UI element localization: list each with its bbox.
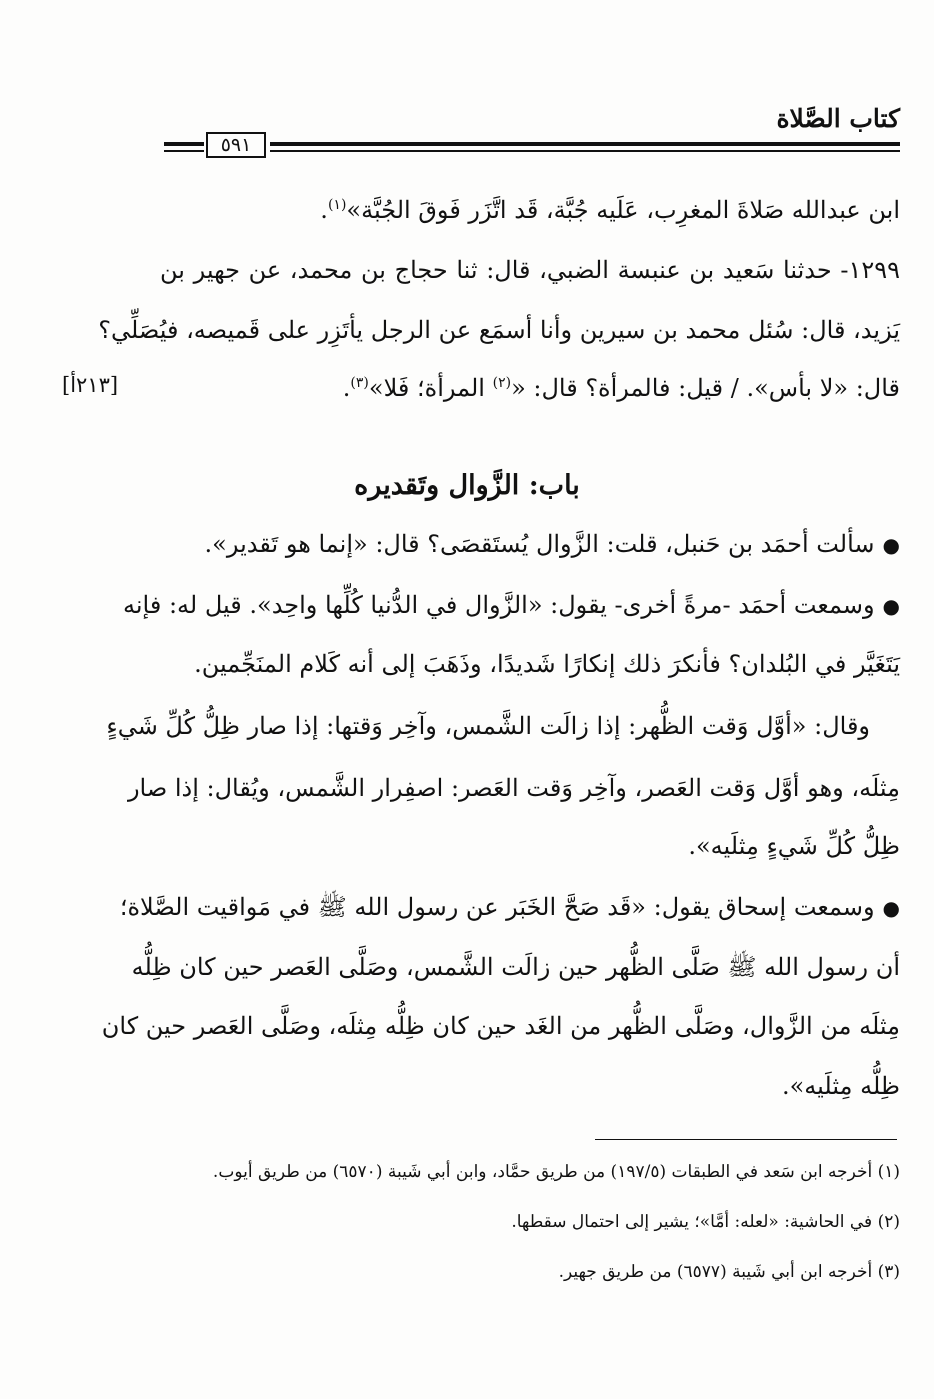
line-text: ١٢٩٩- حدثنا سَعيد بن عنبسة الضبي، قال: ثنا حجاج بن محمد، عن جهير بن	[160, 256, 900, 284]
header-rule-left-thin	[164, 150, 204, 152]
text-line	[343, 374, 900, 402]
line-tail: .	[320, 196, 328, 224]
line-text: سألت أحمَد بن حَنبل، قلت: الزَّوال يُستَقصَى؟ قال: «إنما هو تَقدير».	[204, 530, 875, 558]
header-rule-left-thick	[164, 142, 204, 146]
footnote-separator	[595, 1139, 897, 1140]
line-text: مِثلَه، وهو أوَّل وَقت العَصر، وآخِر وَقت العَصر: اصفِرار الشَّمس، ويُقال: إذا صار	[127, 774, 900, 802]
footnote: (٣) أخرجه ابن أبي شَيبة (٦٥٧٧) من طريق جهير.	[558, 1262, 900, 1282]
hadith-1299-line	[160, 256, 900, 284]
line-text: ظِلُّه مِثلَيه».	[781, 1072, 900, 1100]
body-line	[194, 650, 900, 678]
text-line	[320, 196, 900, 224]
body-line	[782, 1072, 900, 1100]
line-text: يَتَغَيَّر في البُلدان؟ فأنكرَ ذلك إنكارًا شَديدًا، وذَهَبَ إلى أنه كَلام المنَجِّمين.	[194, 650, 900, 678]
body-line	[205, 530, 900, 558]
bullet-icon: ●	[882, 594, 900, 618]
line-text: مِثلَه من الزَّوال، وصَلَّى الظُّهر من الغَد حين كان ظِلُّه مِثلَه، وصَلَّى العَصر حين كان	[101, 1012, 900, 1040]
line-text: ظِلُّ كُلِّ شَيءٍ مِثلَيه».	[688, 832, 900, 860]
line-text: أن رسول الله ﷺ صَلَّى الظُّهر حين زالَت الشَّمس، وصَلَّى العَصر حين كان ظِلُّه	[131, 953, 900, 981]
section-heading: باب: الزَّوال وتَقديره	[354, 470, 580, 501]
text-line	[98, 316, 900, 344]
footnote: (١) أخرجه ابن سَعد في الطبقات (١٩٧/٥) من طريق حمَّاد، وابن أبي شَيبة (٦٥٧٠) من طريق أيوب.	[212, 1162, 900, 1182]
chapter-title: كتاب الصَّلاة	[776, 104, 900, 133]
page-number	[206, 132, 266, 158]
line-text: وقال: «أوَّل وَقت الظُّهر: إذا زالَت الشَّمس، وآخِر وَقتها: إذا صار ظِلُّ كُلِّ شَيءٍ	[106, 712, 870, 740]
bullet-icon: ●	[882, 533, 900, 557]
footnote-ref: (٣)	[350, 375, 369, 391]
line-text: وسمعت إسحاق يقول: «قَد صَحَّ الخَبَر عن رسول الله ﷺ في مَواقيت الصَّلاة؛	[119, 893, 875, 921]
body-line	[127, 774, 900, 802]
header-rule-right-thick	[270, 142, 900, 146]
footnote-ref: (١)	[327, 197, 347, 213]
body-line	[119, 892, 900, 927]
line-text: المرأة؛ فَلا»	[368, 374, 493, 402]
line-text: يَزيد، قال: سُئل محمد بن سيرين وأنا أسمَع عن الرجل يأتَزِر على قَميصه، فيُصَلِّي؟	[98, 316, 900, 344]
body-line	[106, 712, 870, 740]
body-line	[688, 832, 900, 860]
body-line	[101, 1012, 900, 1040]
manuscript-folio-marker: [٢١٣أ]	[62, 373, 119, 397]
bullet-icon: ●	[882, 896, 900, 920]
body-line	[123, 591, 900, 619]
line-text: وسمعت أحمَد -مرةً أخرى- يقول: «الزَّوال في الدُّنيا كُلِّها واحِد». قيل له: فإنه	[123, 591, 875, 619]
line-tail: .	[342, 374, 351, 402]
page-number-text: ٥٩١	[220, 134, 252, 156]
header-rule-right-thin	[270, 150, 900, 152]
body-line	[131, 952, 900, 987]
footnote: (٢) في الحاشية: «لعله: أمَّا»؛ يشير إلى احتمال سقطها.	[511, 1212, 900, 1232]
footnote-ref: (٢)	[492, 375, 512, 391]
line-text: قال: «لا بأس». / قيل: فالمرأة؟ قال: «	[511, 374, 900, 402]
line-text: ابن عبدالله صَلاةَ المغرِب، عَلَيه جُبَّة، قَد اتَّزَر فَوقَ الجُبَّة»	[346, 196, 900, 224]
